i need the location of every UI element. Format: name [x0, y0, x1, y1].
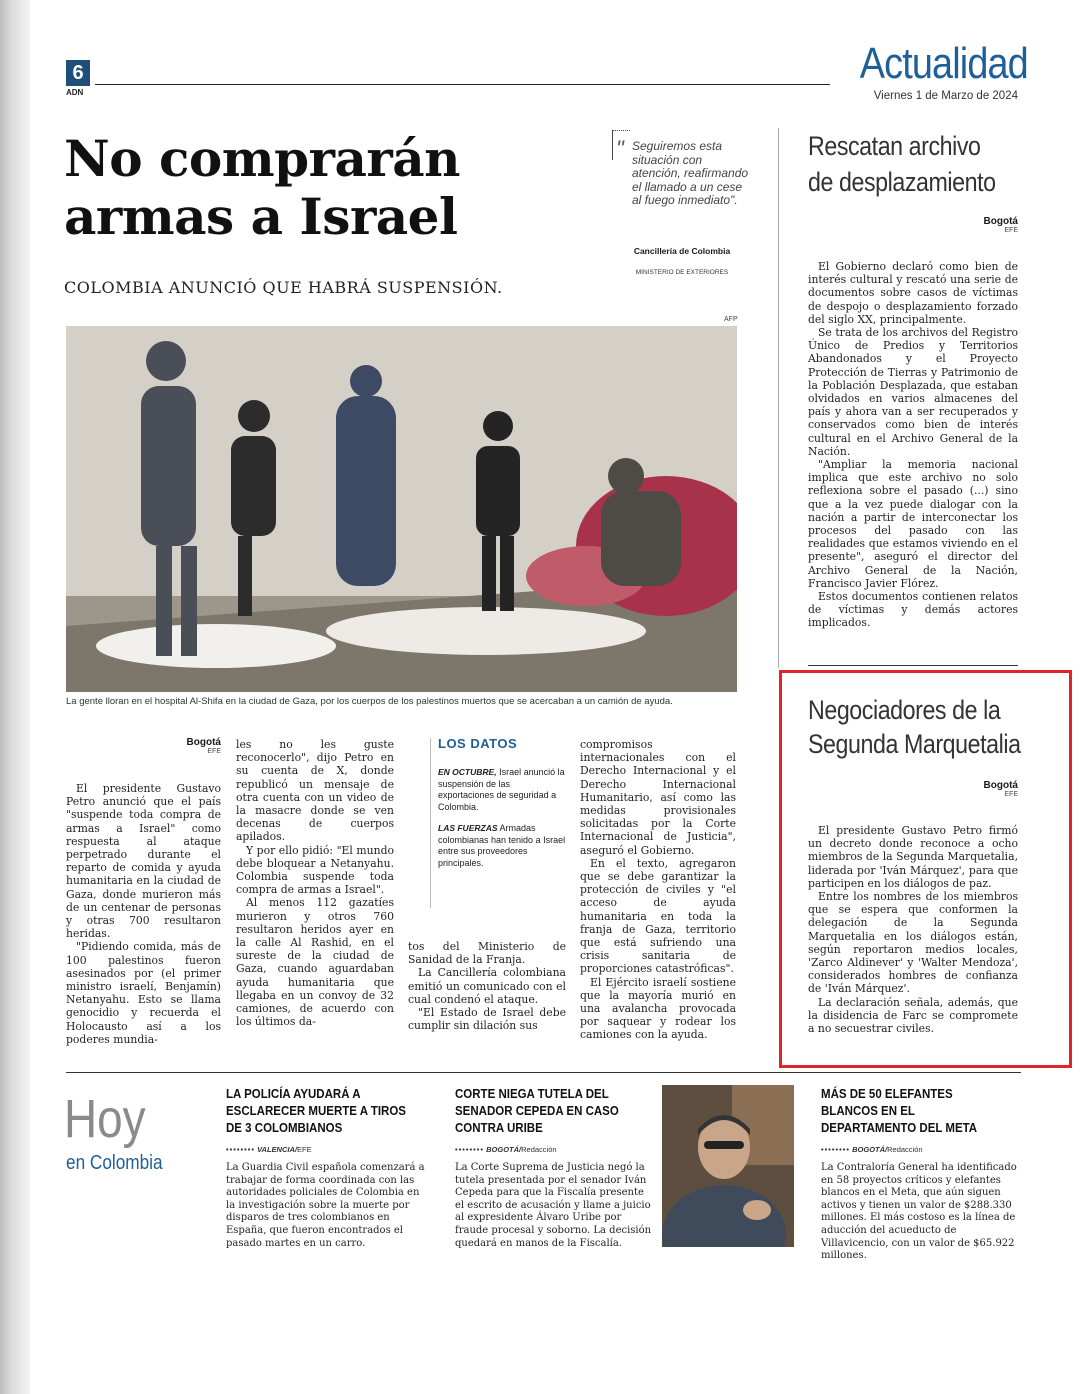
paragraph: les no les guste reconocerlo", dijo Petro en su cuenta de X, donde republicó un mensaje de otra cuenta con un video de la masacre donde se ven decenas de cuerpos apilados.	[236, 738, 394, 844]
brand-label: ADN	[66, 88, 84, 97]
paragraph: La Cancillería colombiana emitió un comunicado con el cual condenó el ataque.	[408, 966, 566, 1006]
brief-place: VALENCIA/	[257, 1145, 297, 1154]
hoy-subtitle: en Colombia	[66, 1152, 163, 1174]
article-column-1	[66, 782, 221, 1046]
brief-1	[226, 1086, 426, 1250]
dots-icon: ••••••••	[455, 1145, 485, 1154]
brief-source: Redacción	[521, 1145, 557, 1154]
article-column-4	[580, 738, 736, 1042]
datos-text: Israel anunció la suspensión de las exportaciones de seguridad a Colombia.	[438, 767, 565, 812]
brief-title: CORTE NIEGA TUTELA DEL SENADOR CEPEDA EN CASO CONTRA URIBE	[455, 1087, 619, 1135]
paragraph: Entre los nombres de los miembros que se espera que conformen la delegación de la Segunda Marquetalia en los diálogos están, según reportaron medios locales, 'Zarco Aldinever' y 'Walter Mendoza', considerados hombres de confianza de 'Iván Márquez'.	[808, 890, 1018, 996]
brief-source: Redacción	[887, 1145, 923, 1154]
datos-title: LOS DATOS	[438, 736, 518, 751]
portrait-illustration	[662, 1085, 794, 1247]
brief-place: BOGOTÁ/	[852, 1145, 888, 1154]
bottom-section-rule	[66, 1072, 1021, 1073]
quote-source-role: MINISTERIO DE EXTERIORES	[635, 269, 729, 276]
brief-3	[821, 1086, 1021, 1263]
right-bottom-headline-2: Segunda Marquetalia	[808, 729, 1021, 759]
paragraph: Y por ello pidió: "El mundo debe bloquear a Netanyahu. Colombia suspende toda compra de armas a Israel".	[236, 843, 394, 897]
right-top-body	[808, 260, 1018, 630]
datos-item	[438, 767, 566, 813]
right-bottom-byline	[808, 780, 1018, 798]
hoy-title: Hoy	[64, 1089, 146, 1149]
photo-caption: La gente lloran en el hospital Al-Shifa en la ciudad de Gaza, por los cuerpos de los palestinos muertos que se acercaban a un camión de ayuda.	[66, 696, 673, 707]
dots-icon: ••••••••	[226, 1145, 256, 1154]
article-column-3	[408, 940, 566, 1032]
quote-text: Seguiremos esta situación con atención, reafirmando el llamado a un cese al fuego inmediato".	[632, 139, 749, 207]
datos-lead: EN OCTUBRE,	[438, 767, 497, 777]
paragraph: tos del Ministerio de Sanidad de la Franja.	[408, 940, 566, 967]
byline-place: Bogotá	[983, 780, 1018, 791]
dots-icon: ••••••••	[821, 1145, 851, 1154]
paragraph: "Ampliar la memoria nacional implica que este archivo no solo reflexiona sobre el pasado (...) sino que a la vez puede dialogar con la nación a partir de interconectar los procesos del pasado con las realidades que estamos viviendo en el presente", aseguró el director del Archivo General de la Nación, Francisco Javier Flórez.	[808, 458, 1018, 590]
byline-place: Bogotá	[983, 216, 1018, 227]
byline-place: Bogotá	[186, 737, 221, 748]
brief-title: MÁS DE 50 ELEFANTES BLANCOS EN EL DEPARTAMENTO DEL META	[821, 1087, 978, 1135]
page-spine-shadow	[0, 0, 30, 1394]
header-rule	[95, 84, 830, 85]
brief-meta	[821, 1145, 1021, 1154]
brief-source: EFE	[296, 1145, 312, 1154]
paragraph: El presidente Gustavo Petro firmó un decreto donde reconoce a ocho miembros de la Segunda Marquetalia, liderada por 'Iván Márquez', para que participen en los diálogos de paz.	[808, 824, 1018, 890]
brief-place: BOGOTÁ/	[486, 1145, 522, 1154]
main-byline	[66, 737, 221, 755]
datos-box	[438, 736, 566, 869]
brief-meta	[226, 1145, 426, 1154]
senator-photo	[662, 1085, 794, 1247]
photo-illustration	[66, 326, 737, 692]
datos-item	[438, 823, 566, 869]
datos-lead: LAS FUERZAS	[438, 823, 498, 833]
section-title: Actualidad	[859, 39, 1028, 88]
byline-agency: EFE	[1004, 227, 1018, 234]
right-bottom-body	[808, 824, 1018, 1035]
paragraph: compromisos internacionales con el Derecho Internacional y el Derecho Internacional Humanitario, así como las medidas provisionales solicitadas por la Corte Internacional de Justicia", aseguró el Gobierno.	[580, 738, 736, 857]
main-headline: No comprarán armas a Israel	[64, 129, 460, 246]
paragraph: En el texto, agregaron que se debe garantizar la protección de civiles y "el acceso de ayuda humanitaria en toda la franja de Gaza, territorio que está sufriendo una crisis sanitaria de proporciones catastróficas".	[580, 856, 736, 976]
paragraph: Estos documentos contienen relatos de víctimas y demás actores implicados.	[808, 590, 1018, 630]
right-top-headline-1: Rescatan archivo	[808, 131, 981, 161]
quote-mark-icon: "	[616, 136, 624, 161]
paragraph: La declaración señala, además, que la disidencia de Farc se compromete a no secuestrar civiles.	[808, 995, 1018, 1036]
brief-meta	[455, 1145, 655, 1154]
datos-text: Armadas colombianas han tenido a Israel entre sus proveedores principales.	[438, 823, 566, 868]
byline-agency: EFE	[207, 748, 221, 755]
brief-body: La Corte Suprema de Justicia negó la tutela presentada por el senador Iván Cepeda para que la Fiscalía presente el escrito de acusación y llame a juicio al expresidente Álvaro Uribe por fraude procesal y soborno. La decisión quedará en manos de la Fiscalía.	[455, 1162, 652, 1249]
brief-body: La Guardia Civil española comenzará a trabajar de forma coordinada con las autoridades policiales de Colombia en la investigación sobre la muerte por disparos de tres colombianos en España, que fueron encontrados el pasado martes en un carro.	[226, 1162, 425, 1249]
paragraph: El Gobierno declaró como bien de interés cultural y rescató una serie de documentos sobre casos de víctimas de despojo o desplazamiento forzado del siglo XX, principalmente.	[808, 260, 1018, 326]
right-divider	[808, 665, 1018, 666]
photo-credit: AFP	[724, 316, 738, 323]
right-column-rule	[778, 128, 779, 668]
datos-rule	[430, 738, 431, 908]
paragraph: "El Estado de Israel debe cumplir sin dilación sus	[408, 1006, 566, 1033]
right-top-headline-2: de desplazamiento	[808, 167, 996, 197]
paragraph: "Pidiendo comida, más de 100 palestinos fueron asesinados por (el primer ministro israelí, Benjamín) Netanyahu. Esto se llama genocidio y recuerda el Holocausto así a los poderes mundia-	[66, 940, 221, 1046]
page-number: 6	[66, 60, 90, 86]
paragraph: El presidente Gustavo Petro anunció que el país "suspende toda compra de armas a Israel" como respuesta al ataque perpetrado durante el reparto de comida y ayuda humanitaria en la ciudad de Gaza, donde murieron más de un centenar de personas y otras 700 resultaron heridas.	[66, 782, 221, 941]
right-bottom-headline-1: Negociadores de la	[808, 695, 1001, 725]
issue-date: Viernes 1 de Marzo de 2024	[873, 90, 1018, 102]
byline-agency: EFE	[1004, 791, 1018, 798]
right-top-byline	[808, 216, 1018, 234]
paragraph: Se trata de los archivos del Registro Único de Predios y Territorios Abandonados y el Proyecto Protección de Tierras y Patrimonio de la Población Desplazada, que estaban olvidados en varios almacenes del país y ahora van a ser recuperados y conservados como bien de interés cultural en el Archivo General de la Nación.	[808, 326, 1018, 458]
main-subhead: COLOMBIA ANUNCIÓ QUE HABRÁ SUSPENSIÓN.	[64, 278, 503, 297]
brief-body: La Contraloría General ha identificado en 58 proyectos críticos y elefantes blancos en el Meta, que aún siguen activos y tienen un valor de $288.330 millones. El más costoso es la línea de aducción del acueducto de Villavicencio, con un valor de $65.922 millones.	[821, 1162, 1017, 1262]
brief-title: LA POLICÍA AYUDARÁ A ESCLARECER MUERTE A TIROS DE 3 COLOMBIANOS	[226, 1087, 406, 1135]
brief-2	[455, 1086, 655, 1250]
news-photo	[66, 326, 737, 692]
quote-source: Cancillería de Colombia	[633, 246, 731, 256]
paragraph: Al menos 112 gazatíes murieron y otros 760 resultaron heridos ayer en la calle Al Rashid, en el sureste de la ciudad de Gaza, cuando aguardaban ayuda humanitaria que llegaba en un convoy de 32 camiones, de acuerdo con los últimos da-	[236, 896, 394, 1029]
paragraph: El Ejército israelí sostiene que la mayoría murió en una avalancha provocada por saquear y rodear los camiones con la ayuda.	[580, 975, 736, 1042]
article-column-2	[236, 738, 394, 1028]
